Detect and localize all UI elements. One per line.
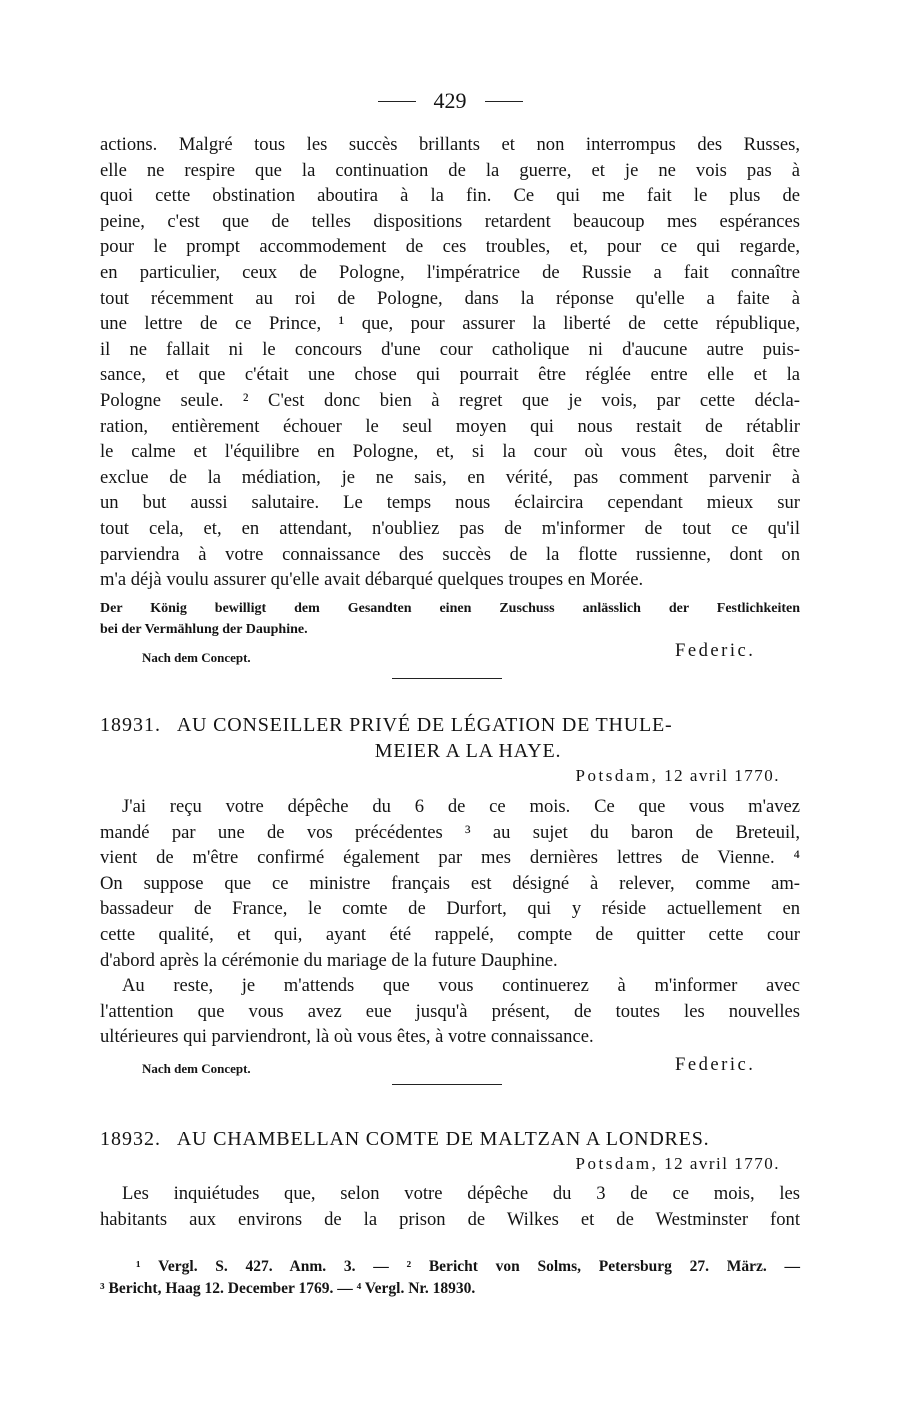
signature: Federic. xyxy=(675,1054,756,1075)
text-line: il ne fallait ni le concours d'une cour catholique ni d'aucune autre puis- xyxy=(100,338,800,360)
letter-18932-body xyxy=(100,1181,800,1232)
section-divider xyxy=(392,678,502,679)
text-line: mandé par une de vos précédentes ³ au sujet du baron de Breteuil, xyxy=(100,821,800,843)
text-line: habitants aux environs de la prison de Wilkes et de Westminster font xyxy=(100,1208,800,1230)
text-line: elle ne respire que la continuation de la guerre, et je ne vois pas à xyxy=(100,159,800,181)
text-line: vient de m'être confirmé également par mes dernières lettres de Vienne. ⁴ xyxy=(100,847,800,869)
dateline xyxy=(100,1154,780,1174)
letter-number: 18932. xyxy=(100,1128,161,1150)
text-line: quoi cette obstination aboutira à la fin. Ce qui me fait le plus de xyxy=(100,185,800,207)
letter-heading-line: AU CHAMBELLAN COMTE DE MALTZAN A LONDRES. xyxy=(176,1128,710,1150)
signature: Federic. xyxy=(675,640,756,661)
letter-heading-18931 xyxy=(100,712,800,764)
footnote-line: ³ Bericht, Haag 12. December 1769. — ⁴ Vergl. Nr. 18930. xyxy=(100,1280,476,1297)
letter-prev-body xyxy=(100,132,800,593)
text-line: sance, et que c'était une chose qui pourrait être réglée entre elle et la xyxy=(100,364,800,386)
note-line: Der König bewilligt dem Gesandten einen Zuschuss anlässlich der Festlichkeiten xyxy=(100,601,800,616)
text-line: peine, c'est que de telles dispositions retardent beaucoup mes espérances xyxy=(100,210,800,232)
text-line: pour le prompt accommodement de ces troubles, et, pour ce qui regarde, xyxy=(100,236,800,258)
letter-heading-line: AU CONSEILLER PRIVÉ DE LÉGATION DE THULE- xyxy=(176,714,673,736)
text-line: en particulier, ceux de Pologne, l'impératrice de Russie a fait connaître xyxy=(100,261,800,283)
letter-heading-18932 xyxy=(100,1126,800,1152)
footnotes xyxy=(100,1256,800,1300)
text-line: tout récemment au roi de Pologne, dans la réponse qu'elle a faite à xyxy=(100,287,800,309)
header-rule-left xyxy=(378,101,416,102)
text-line: actions. Malgré tous les succès brillants et non interrompus des Russes, xyxy=(100,134,800,155)
source-note: Nach dem Concept. xyxy=(142,1061,251,1076)
text-line: une lettre de ce Prince, ¹ que, pour assurer la liberté de cette république, xyxy=(100,313,800,335)
footnote-line: ¹ Vergl. S. 427. Anm. 3. — ² Bericht von Solms, Petersburg 27. März. — xyxy=(136,1258,800,1275)
text-line: J'ai reçu votre dépêche du 6 de ce mois. Ce que vous m'avez xyxy=(122,796,800,817)
letter-number: 18931. xyxy=(100,714,161,736)
letter-heading-line: MEIER A LA HAYE. xyxy=(374,740,562,762)
text-line: d'abord après la cérémonie du mariage de la future Dauphine. xyxy=(100,949,558,971)
section-divider xyxy=(392,1084,502,1085)
text-line: m'a déjà voulu assurer qu'elle avait débarqué quelques troupes en Morée. xyxy=(100,569,644,591)
date-place: Potsdam, xyxy=(575,1154,659,1173)
text-line: ration, entièrement échouer le seul moyen qui nous restait de rétablir xyxy=(100,415,800,437)
text-line: ultérieures qui parviendront, là où vous êtes, à votre connaissance. xyxy=(100,1026,594,1048)
header-rule-right xyxy=(485,101,523,102)
note-line: bei der Vermählung der Dauphine. xyxy=(100,622,308,637)
dateline xyxy=(100,766,780,786)
text-line: un but aussi salutaire. Le temps nous éclaircira cependant mieux sur xyxy=(100,492,800,514)
text-line: bassadeur de France, le comte de Durfort, qui y réside actuellement en xyxy=(100,898,800,920)
date-value: 12 avril 1770. xyxy=(664,1154,780,1173)
text-line: Pologne seule. ² C'est donc bien à regret que je vois, par cette décla- xyxy=(100,389,800,411)
text-line: parviendra à votre connaissance des succès de la flotte russienne, dont on xyxy=(100,543,800,565)
source-note: Nach dem Concept. xyxy=(142,650,251,665)
text-line: Au reste, je m'attends que vous continuerez à m'informer avec xyxy=(122,975,800,997)
editorial-note xyxy=(100,598,800,640)
date-place: Potsdam, xyxy=(575,766,659,785)
text-line: Les inquiétudes que, selon votre dépêche du 3 de ce mois, les xyxy=(122,1183,800,1204)
text-line: On suppose que ce ministre français est désigné à relever, comme am- xyxy=(100,872,800,894)
text-line: le calme et l'équilibre en Pologne, et, si la cour où vous êtes, doit être xyxy=(100,441,800,463)
text-line: tout cela, et, en attendant, n'oubliez pas de m'informer de tout ce qu'il xyxy=(100,517,800,539)
letter-18931-body xyxy=(100,794,800,1050)
text-line: exclue de la médiation, je ne sais, en vérité, pas comment parvenir à xyxy=(100,466,800,488)
page-header xyxy=(100,84,800,118)
text-line: l'attention que vous avez eue jusqu'à présent, de toutes les nouvelles xyxy=(100,1000,800,1022)
text-line: cette qualité, et qui, ayant été rappelé, compte de quitter cette cour xyxy=(100,923,800,945)
page-number: 429 xyxy=(433,88,467,113)
date-value: 12 avril 1770. xyxy=(664,766,780,785)
